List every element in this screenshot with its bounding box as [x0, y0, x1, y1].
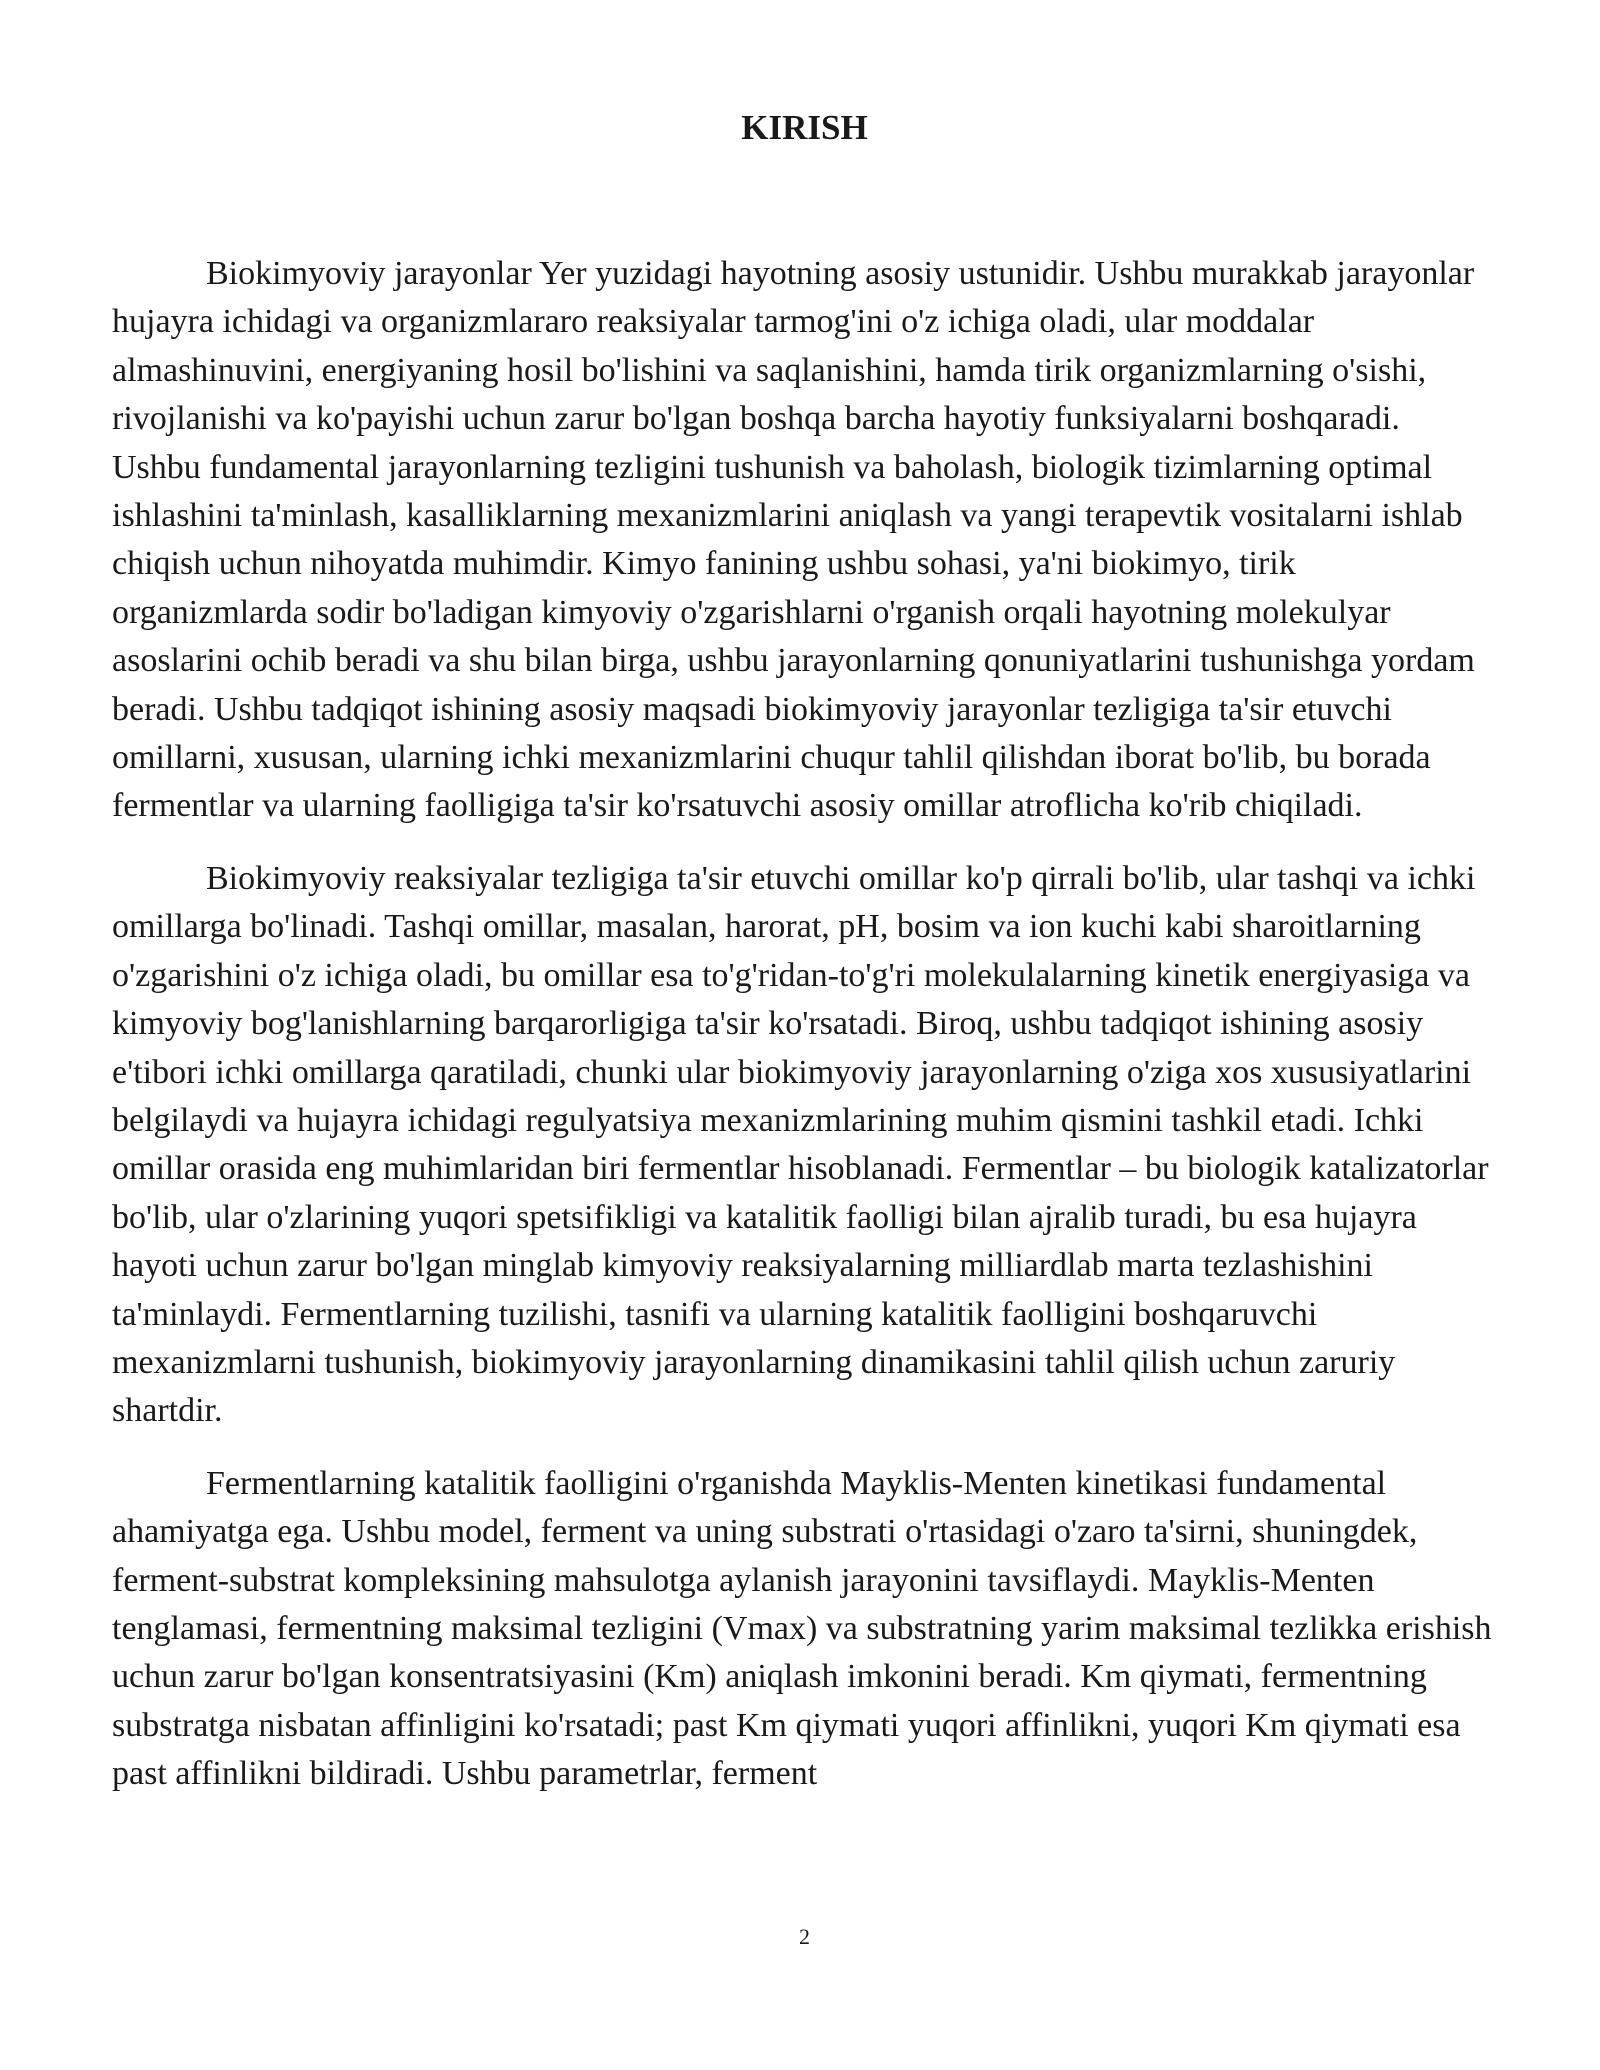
body-paragraph-1: Biokimyoviy jarayonlar Yer yuzidagi hayotning asosiy ustunidir. Ushbu murakkab jarayonlar hujayra ichidagi va organizmlararo reaksiyalar tarmog'ini o'z ichiga oladi, ular moddalar almashinuvini, energiyaning hosil bo'lishini va saqlanishini, hamda tirik organizmlarning o'sishi, rivojlanishi va ko'payishi uchun zarur bo'lgan boshqa barcha hayotiy funksiyalarni boshqaradi. Ushbu fundamental jarayonlarning tezligini tushunish va baholash, biologik tizimlarning optimal ishlashini ta'minlash, kasalliklarning mexanizmlarini aniqlash va yangi terapevtik vositalarni ishlab chiqish uchun nihoyatda muhimdir. Kimyo fanining ushbu sohasi, ya'ni biokimyo, tirik organizmlarda sodir bo'ladigan kimyoviy o'zgarishlarni o'rganish orqali hayotning molekulyar asoslarini ochib beradi va shu bilan birga, ushbu jarayonlarning qonuniyatlarini tushunishga yordam beradi. Ushbu tadqiqot ishining asosiy maqsadi biokimyoviy jarayonlar tezligiga ta'sir etuvchi omillarni, xususan, ularning ichki mexanizmlarini chuqur tahlil qilishdan iborat bo'lib, bu borada fermentlar va ularning faolligiga ta'sir ko'rsatuvchi asosiy omillar atroflicha ko'rib chiqiladi. — [112, 255, 1475, 825]
document-page — [112, 0, 1497, 2070]
page-number: 2 — [799, 1924, 810, 1949]
document-body — [112, 250, 1497, 1823]
body-paragraph-3: Fermentlarning katalitik faolligini o'rganishda Mayklis-Menten kinetikasi fundamental ahamiyatga ega. Ushbu model, ferment va uning substrati o'rtasidagi o'zaro ta'sirni, shuningdek, ferment-substrat kompleksining mahsulotga aylanish jarayonini tavsiflaydi. Mayklis-Menten tenglamasi, fermentning maksimal tezligini (Vmax) va substratning yarim maksimal tezlikka erishish uchun zarur bo'lgan konsentratsiyasini (Km) aniqlash imkonini beradi. Km qiymati, fermentning substratga nisbatan affinligini ko'rsatadi; past Km qiymati yuqori affinlikni, yuqori Km qiymati esa past affinlikni bildiradi. Ushbu parametrlar, ferment — [112, 1464, 1492, 1793]
body-paragraph-2: Biokimyoviy reaksiyalar tezligiga ta'sir etuvchi omillar ko'p qirrali bo'lib, ular tashqi va ichki omillarga bo'linadi. Tashqi omillar, masalan, harorat, pH, bosim va ion kuchi kabi sharoitlarning o'zgarishini o'z ichiga oladi, bu omillar esa to'g'ridan-to'g'ri molekulalarning kinetik energiyasiga va kimyoviy bog'lanishlarning barqarorligiga ta'sir ko'rsatadi. Biroq, ushbu tadqiqot ishining asosiy e'tibori ichki omillarga qaratiladi, chunki ular biokimyoviy jarayonlarning o'ziga xos xususiyatlarini belgilaydi va hujayra ichidagi regulyatsiya mexanizmlarining muhim qismini tashkil etadi. Ichki omillar orasida eng muhimlaridan biri fermentlar hisoblanadi. Fermentlar – bu biologik katalizatorlar bo'lib, ular o'zlarining yuqori spetsifikligi va katalitik faolligi bilan ajralib turadi, bu esa hujayra hayoti uchun zarur bo'lgan minglab kimyoviy reaksiyalarning milliardlab marta tezlashishini ta'minlaydi. Fermentlarning tuzilishi, tasnifi va ularning katalitik faolligini boshqaruvchi mexanizmlarni tushunish, biokimyoviy jarayonlarning dinamikasini tahlil qilish uchun zaruriy shartdir. — [112, 859, 1489, 1430]
page-title: KIRISH — [741, 108, 868, 147]
